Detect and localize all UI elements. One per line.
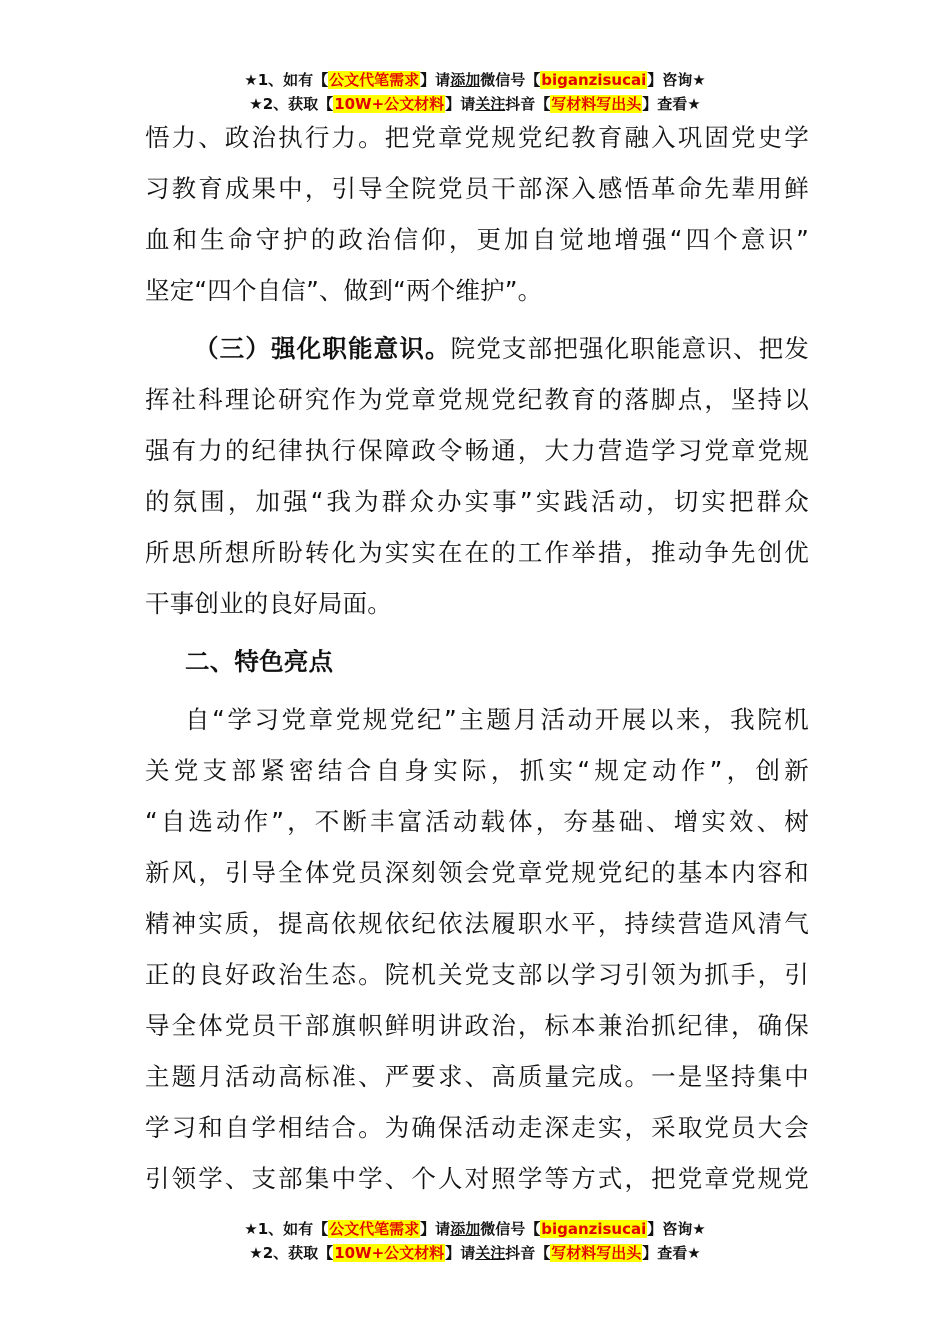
footer-notice-line-2: ★2、获取【10W+公文材料】请关注抖音【写材料写出头】查看★ — [249, 1244, 701, 1262]
notice-line-1: ★1、如有【公文代笔需求】请添加微信号【biganzisucai】咨询★ — [244, 71, 706, 89]
document-body — [145, 112, 809, 1204]
paragraph-1: 悟力、政治执行力。把党章党规党纪教育融入巩固党史学 习教育成果中，引导全院党员干部深入感悟革命先辈用鲜 血和生命守护的政治信仰，更加自觉地增强“四个意识” 坚定“四个自信”、做到“两个维护”。 — [145, 123, 809, 305]
highlight-wechat-id: biganzisucai — [541, 71, 647, 89]
highlight-materials: 10W+公文材料 — [334, 95, 445, 113]
section-heading: 二、特色亮点 — [185, 647, 334, 676]
footer-notice — [0, 1217, 950, 1265]
paragraph-2: （三）强化职能意识。院党支部把强化职能意识、把发 挥社科理论研究作为党章党规党纪教育的落脚点，坚持以 强有力的纪律执行保障政令畅通，大力营造学习党章党规 的氛围，加强“我为群众办实事”实践活动，切实把群众 所思所想所盼转化为实实在在的工作举措，推动争先创优 干事创业的良好局面。 — [145, 334, 809, 618]
highlight-douyin-id: 写材料写出头 — [551, 95, 642, 113]
notice-line-2: ★2、获取【10W+公文材料】请关注抖音【写材料写出头】查看★ — [249, 95, 701, 113]
footer-notice-line-1: ★1、如有【公文代笔需求】请添加微信号【biganzisucai】咨询★ — [244, 1220, 706, 1238]
subsection-heading: （三）强化职能意识。 — [194, 334, 451, 363]
header-notice — [0, 68, 950, 116]
paragraph-3: 自“学习党章党规党纪”主题月活动开展以来，我院机 关党支部紧密结合自身实际，抓实“规定动作”，创新 “自选动作”，不断丰富活动载体，夯基础、增实效、树 新风，引导全体党员深刻领会党章党规党纪的基本内容和 精神实质，提高依规依纪依法履职水平，持续营造风清气 正的良好政治生态。院机关党支部以学习引领为抓手，引 导全体党员干部旗帜鲜明讲政治，标本兼治抓纪律，确保 主题月活动高标准、严要求、高质量完成。一是坚持集中 学习和自学相结合。为确保活动走深走实，采取党员大会 引领学、支部集中学、个人对照学等方式，把党章党规党 — [145, 705, 809, 1193]
highlight-service: 公文代笔需求 — [329, 71, 420, 89]
